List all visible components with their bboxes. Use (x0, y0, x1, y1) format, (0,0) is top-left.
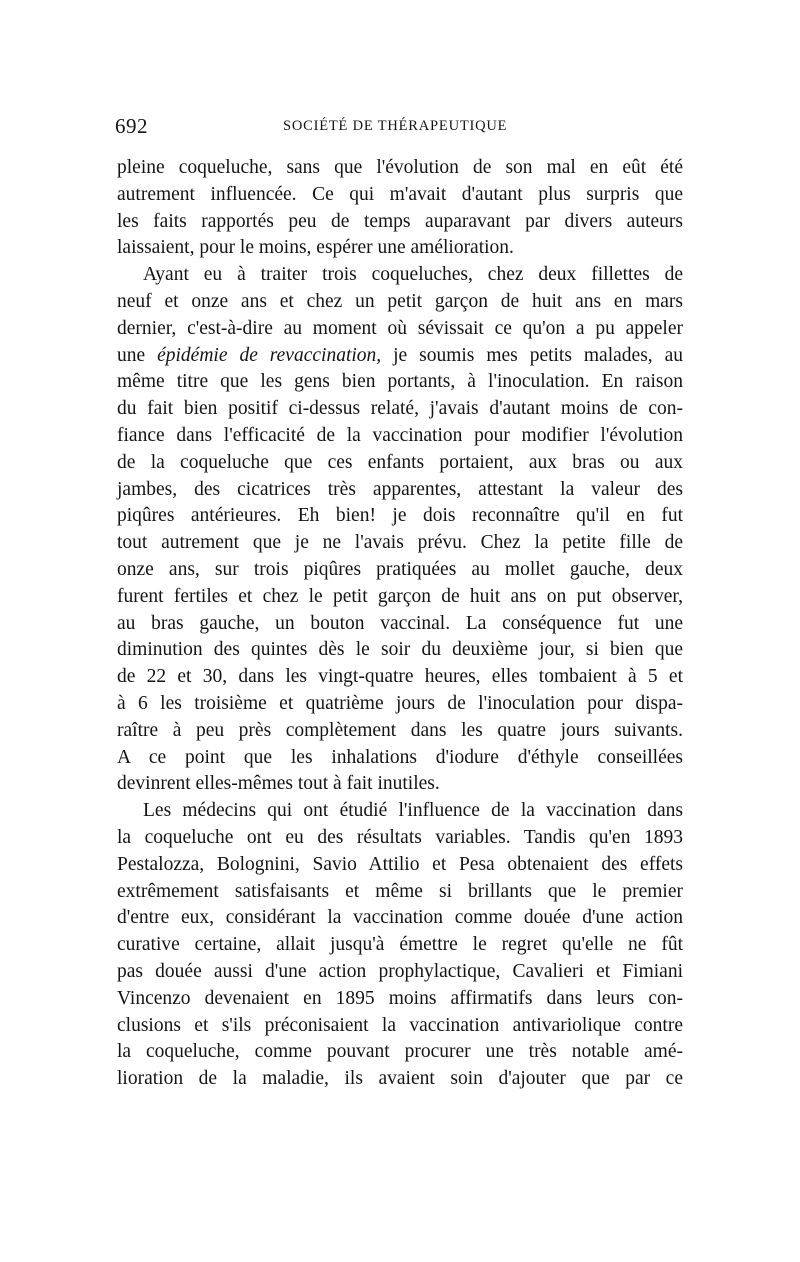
page-number: 692 (115, 114, 148, 138)
text-line: clusions et s'ils préconisaient la vaccination antivariolique contre (117, 1014, 683, 1036)
text-line: Ayant eu à traiter trois coqueluches, chez deux fillettes de (143, 264, 683, 286)
text-line-with-italic (117, 343, 683, 370)
text-line: de la coqueluche que ces enfants portaient, aux bras ou aux (117, 451, 683, 473)
text-line: diminution des quintes dès le soir du deuxième jour, si bien que (117, 639, 683, 661)
text-line: neuf et onze ans et chez un petit garçon de huit ans en mars (117, 290, 683, 312)
text-line: pas douée aussi d'une action prophylactique, Cavalieri et Fimiani (117, 960, 683, 982)
text-line: d'entre eux, considérant la vaccination comme douée d'une action (117, 907, 683, 929)
page-header (115, 114, 685, 140)
text-line: raître à peu près complètement dans les quatre jours suivants. (117, 719, 683, 741)
text-line: extrêmement satisfaisants et même si brillants que le premier (117, 880, 683, 902)
text-line: la coqueluche, comme pouvant procurer une très notable amé- (117, 1041, 683, 1063)
text-line: Vincenzo devenaient en 1895 moins affirmatifs dans leurs con- (117, 987, 683, 1009)
text-line: curative certaine, allait jusqu'à émettre le regret qu'elle ne fût (117, 934, 683, 956)
text-line: les faits rapportés peu de temps auparavant par divers auteurs (117, 210, 683, 232)
text-line: A ce point que les inhalations d'iodure d'éthyle conseillées (117, 746, 683, 768)
text-line: la coqueluche ont eu des résultats variables. Tandis qu'en 1893 (117, 826, 683, 848)
text-line: onze ans, sur trois piqûres pratiquées au mollet gauche, deux (117, 558, 683, 580)
body-text (117, 155, 683, 1093)
text-line: tout autrement que je ne l'avais prévu. Chez la petite fille de (117, 532, 683, 554)
italic-phrase: épidémie de revaccination, (157, 344, 382, 366)
text-line: Les médecins qui ont étudié l'influence de la vaccination dans (143, 800, 683, 822)
text-line: furent fertiles et chez le petit garçon de huit ans on put observer, (117, 585, 683, 607)
text-line: lioration de la maladie, ils avaient soin d'ajouter que par ce (117, 1068, 683, 1090)
running-title: SOCIÉTÉ DE THÉRAPEUTIQUE (283, 118, 508, 134)
text-line: au bras gauche, un bouton vaccinal. La conséquence fut une (117, 612, 683, 634)
text-line: devinrent elles-mêmes tout à fait inutiles. (117, 773, 440, 795)
text-segment: je soumis mes petits malades, au (393, 344, 684, 366)
text-line: à 6 les troisième et quatrième jours de l'inoculation pour dispa- (117, 692, 683, 714)
text-line: autrement influencée. Ce qui m'avait d'autant plus surpris que (117, 183, 683, 205)
text-line: du fait bien positif ci-dessus relaté, j'avais d'autant moins de con- (117, 398, 683, 420)
text-line: Pestalozza, Bolognini, Savio Attilio et Pesa obtenaient des effets (117, 853, 683, 875)
text-segment: une (117, 344, 146, 366)
text-line: fiance dans l'efficacité de la vaccination pour modifier l'évolution (117, 424, 683, 446)
text-line: dernier, c'est-à-dire au moment où sévissait ce qu'on a pu appeler (117, 317, 683, 339)
text-line: de 22 et 30, dans les vingt-quatre heures, elles tombaient à 5 et (117, 666, 683, 688)
text-line: laissaient, pour le moins, espérer une amélioration. (117, 237, 514, 259)
text-line: même titre que les gens bien portants, à l'inoculation. En raison (117, 371, 683, 393)
text-line: pleine coqueluche, sans que l'évolution de son mal en eût été (117, 157, 683, 178)
text-line: piqûres antérieures. Eh bien! je dois reconnaître qu'il en fut (117, 505, 683, 527)
text-line: jambes, des cicatrices très apparentes, attestant la valeur des (117, 478, 683, 500)
